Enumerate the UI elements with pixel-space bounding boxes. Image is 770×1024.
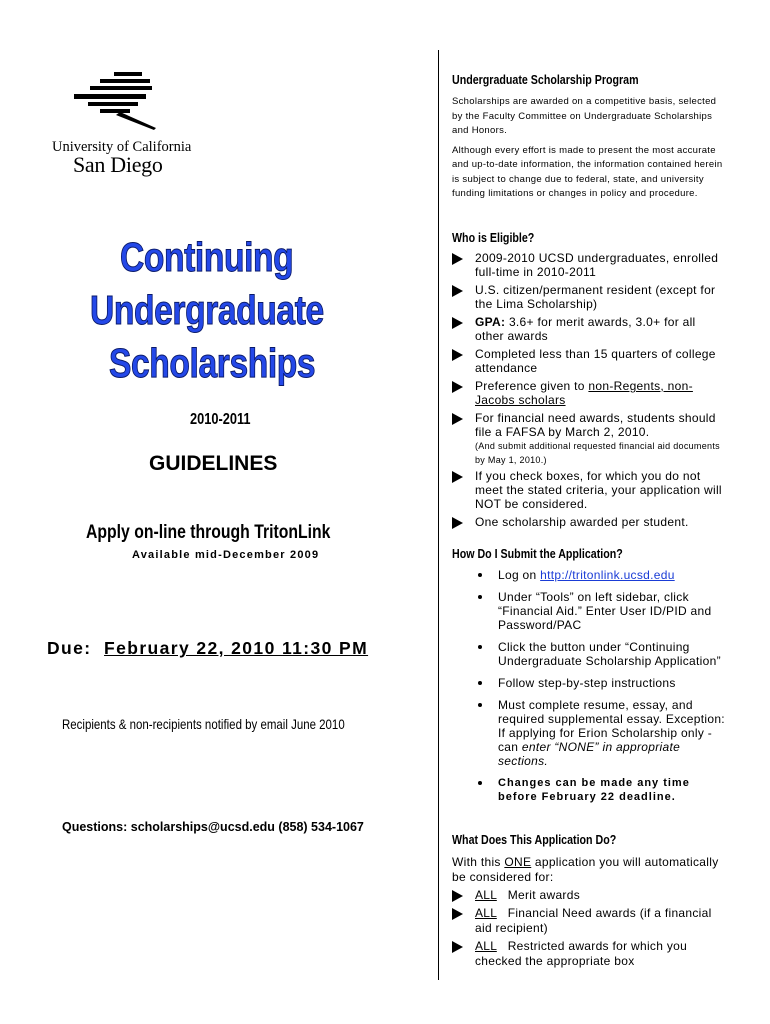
- bullet-dot-icon: [478, 781, 482, 785]
- tritonlink-link[interactable]: http://tritonlink.ucsd.edu: [540, 568, 675, 582]
- list-item: Log on http://tritonlink.ucsd.edu: [452, 568, 727, 582]
- arrow-bullet-icon: [452, 941, 463, 953]
- notification-text: Recipients & non-recipients notified by email June 2010: [62, 716, 345, 732]
- guidelines-heading: GUIDELINES: [149, 452, 278, 475]
- program-paragraph-2: Although every effort is made to present the most accurate and up-to-date information, the information contained herein is subject to change due to federal, state, and university funding limitations or changes in policy and procedure.: [452, 144, 723, 199]
- arrow-bullet-icon: [452, 349, 463, 361]
- what-it-does-intro: With this ONE application you will automatically be considered for:: [452, 855, 719, 884]
- due-date-value: February 22, 2010 11:30 PM: [104, 638, 369, 658]
- list-item: Under “Tools” on left sidebar, click “Financial Aid.” Enter User ID/PID and Password/PAC: [452, 590, 727, 632]
- bullet-dot-icon: [478, 573, 482, 577]
- list-item: ALL Restricted awards for which you checked the appropriate box: [452, 939, 727, 969]
- submit-section: [452, 546, 727, 804]
- list-item: Changes can be made any time before February 22 deadline.: [452, 776, 727, 804]
- what-it-does-section: [452, 832, 727, 969]
- bullet-dot-icon: [478, 645, 482, 649]
- arrow-bullet-icon: [452, 471, 463, 483]
- campus-name: San Diego: [73, 152, 163, 177]
- arrow-bullet-icon: [452, 413, 463, 425]
- list-item: Must complete resume, essay, and required supplemental essay. Exception: If applying for Erion Scholarship only - can enter “NONE” in appropriate sections.: [452, 698, 727, 768]
- arrow-bullet-icon: [452, 381, 463, 393]
- eligibility-section: [452, 230, 727, 529]
- list-item: U.S. citizen/permanent resident (except for the Lima Scholarship): [452, 283, 727, 311]
- bullet-dot-icon: [478, 595, 482, 599]
- arrow-bullet-icon: [452, 253, 463, 265]
- apply-online-text: Apply on-line through TritonLink: [86, 522, 331, 543]
- ucsd-logo-icon: [70, 72, 160, 132]
- list-item: 2009-2010 UCSD undergraduates, enrolled full-time in 2010-2011: [452, 251, 727, 279]
- list-item: If you check boxes, for which you do not meet the stated criteria, your application will NOT be considered.: [452, 469, 727, 511]
- submit-heading: How Do I Submit the Application?: [452, 546, 623, 561]
- academic-year: 2010-2011: [190, 411, 251, 428]
- column-divider: [438, 50, 439, 980]
- due-label: Due:: [47, 638, 92, 658]
- list-item: Preference given to non-Regents, non-Jacobs scholars: [452, 379, 727, 407]
- due-date: [47, 638, 368, 659]
- program-paragraph-1: Scholarships are awarded on a competitive basis, selected by the Faculty Committee on Undergraduate Scholarships and Honors.: [452, 96, 717, 136]
- questions-contact: Questions: scholarships@ucsd.edu (858) 534-1067: [62, 820, 364, 834]
- bullet-dot-icon: [478, 703, 482, 707]
- arrow-bullet-icon: [452, 285, 463, 297]
- bullet-dot-icon: [478, 681, 482, 685]
- arrow-bullet-icon: [452, 317, 463, 329]
- arrow-bullet-icon: [452, 908, 463, 920]
- list-item: Completed less than 15 quarters of college attendance: [452, 347, 727, 375]
- university-name: University of California: [52, 139, 192, 155]
- list-item: ALL Financial Need awards (if a financial aid recipient): [452, 906, 727, 936]
- list-item: GPA: 3.6+ for merit awards, 3.0+ for all other awards: [452, 315, 727, 343]
- list-item: Follow step-by-step instructions: [452, 676, 727, 690]
- what-it-does-heading: What Does This Application Do?: [452, 832, 617, 847]
- availability-text: Available mid-December 2009: [132, 549, 320, 561]
- list-item: ALL Merit awards: [452, 888, 727, 903]
- program-heading: Undergraduate Scholarship Program: [452, 72, 639, 87]
- list-item: One scholarship awarded per student.: [452, 515, 727, 529]
- list-item: Click the button under “Continuing Undergraduate Scholarship Application”: [452, 640, 727, 668]
- arrow-bullet-icon: [452, 890, 463, 902]
- list-item: For financial need awards, students should file a FAFSA by March 2, 2010. (And submit additional requested financial aid documents by May 1, 2010.): [452, 411, 727, 467]
- arrow-bullet-icon: [452, 517, 463, 529]
- eligibility-heading: Who is Eligible?: [452, 230, 535, 245]
- title-line-3: Scholarships: [109, 340, 316, 386]
- program-section: [452, 72, 727, 202]
- title-line-1: Continuing: [120, 234, 294, 280]
- title-line-2: Undergraduate: [90, 287, 324, 333]
